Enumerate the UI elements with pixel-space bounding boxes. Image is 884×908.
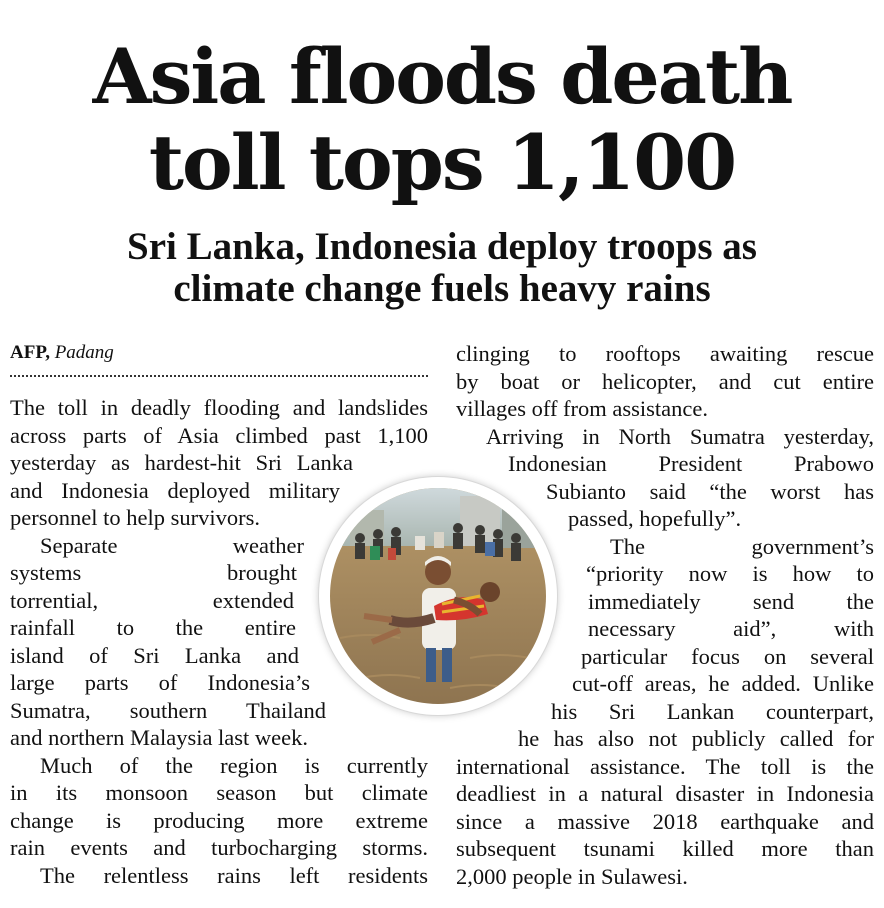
right-line-14: his Sri Lankan counterpart, xyxy=(551,698,874,724)
byline-place: Padang xyxy=(54,342,114,363)
subheadline xyxy=(0,226,884,310)
right-line-13: cut-off areas, he added. Unlike xyxy=(572,671,874,696)
left-line-12: Sumatra, southern Thailand xyxy=(10,697,326,723)
flood-photo xyxy=(319,477,557,715)
left-line-3: yesterday as hardest-hit Sri Lanka xyxy=(10,450,353,475)
left-line-5: personnel to help survivors. xyxy=(10,505,260,530)
right-line-3: villages off from assistance. xyxy=(456,396,709,421)
right-line-11: necessary aid”, with xyxy=(588,616,874,641)
left-line-10: island of Sri Lanka and xyxy=(10,642,299,668)
byline-divider xyxy=(10,375,428,377)
right-line-5: Indonesian President Prabowo xyxy=(508,451,874,476)
subheadline-line-2: climate change fuels heavy rains xyxy=(173,267,711,310)
left-line-7: systems brought xyxy=(10,560,297,585)
flood-photo-image xyxy=(330,488,546,704)
byline xyxy=(10,341,114,365)
right-line-1: clinging to rooftops awaiting rescue xyxy=(456,341,874,366)
subheadline-line-1: Sri Lanka, Indonesia deploy troops as xyxy=(127,225,757,268)
left-line-16: change is producing more extreme xyxy=(10,807,428,833)
left-line-8: torrential, extended xyxy=(10,587,294,613)
right-line-10: immediately send the xyxy=(588,588,874,614)
left-line-2: across parts of Asia climbed past 1,100 xyxy=(10,422,428,448)
right-line-2: by boat or helicopter, and cut entire xyxy=(456,368,874,394)
left-line-13: and northern Malaysia last week. xyxy=(10,725,309,750)
left-line-6: Separate weather xyxy=(40,532,304,558)
left-line-15: in its monsoon season but climate xyxy=(10,780,428,805)
right-line-18: since a massive 2018 earthquake and xyxy=(456,808,874,834)
headline-line-2: toll tops 1,100 xyxy=(148,118,736,207)
left-line-9: rainfall to the entire xyxy=(10,615,296,640)
right-line-6: Subianto said “the worst has xyxy=(546,478,874,504)
byline-agency: AFP, xyxy=(10,342,50,363)
left-line-11: large parts of Indonesia’s xyxy=(10,670,310,695)
left-line-14: Much of the region is currently xyxy=(40,752,428,778)
right-line-17: deadliest in a natural disaster in Indonesia xyxy=(456,781,874,806)
right-line-19: subsequent tsunami killed more than xyxy=(456,836,874,861)
right-line-16: international assistance. The toll is the xyxy=(456,753,874,779)
right-line-8: The government’s xyxy=(610,533,874,559)
right-line-15: he has also not publicly called for xyxy=(518,726,874,751)
headline xyxy=(0,34,884,206)
right-line-20: 2,000 people in Sulawesi. xyxy=(456,863,688,889)
left-line-18: The relentless rains left residents xyxy=(40,862,428,888)
right-line-9: “priority now is how to xyxy=(586,561,874,586)
right-line-7: passed, hopefully”. xyxy=(568,506,742,531)
left-line-17: rain events and turbocharging storms. xyxy=(10,835,428,860)
right-line-4: Arriving in North Sumatra yesterday, xyxy=(486,423,874,449)
left-line-1: The toll in deadly flooding and landslides xyxy=(10,395,428,420)
left-line-4: and Indonesia deployed military xyxy=(10,477,340,503)
headline-line-1: Asia floods death xyxy=(92,32,792,121)
right-line-12: particular focus on several xyxy=(581,643,874,669)
